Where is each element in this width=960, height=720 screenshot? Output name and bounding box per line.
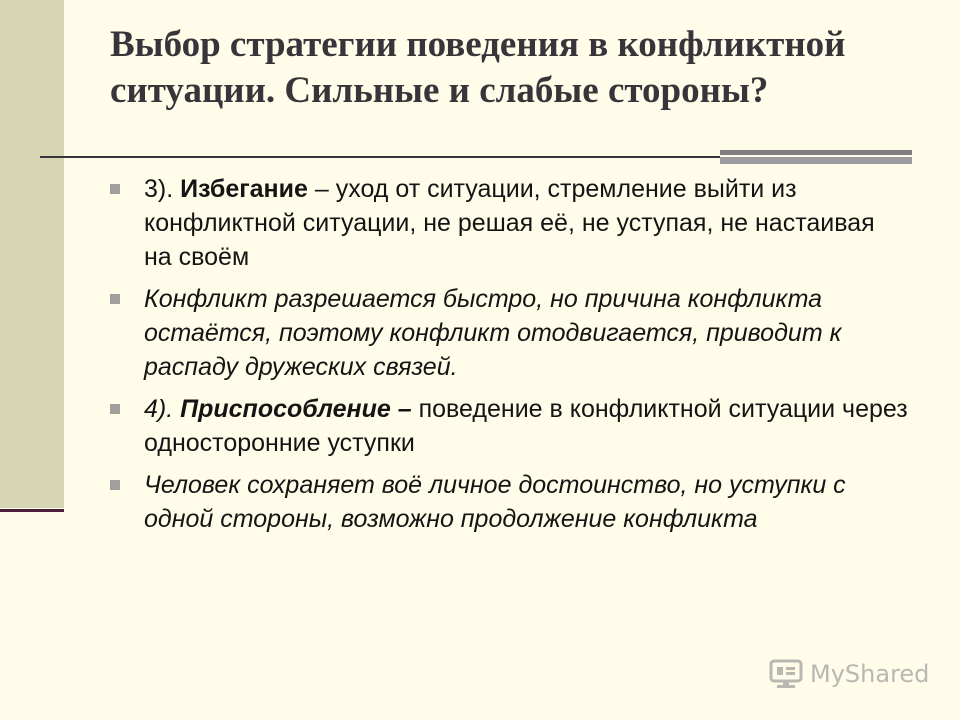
bullet-avoidance [108, 172, 908, 274]
left-decorative-bar [0, 0, 64, 508]
bullet-term: Приспособление – [180, 395, 412, 423]
myshared-watermark [768, 658, 929, 690]
bullet-list [108, 172, 908, 544]
left-bar-underline [0, 509, 64, 512]
bullet-text: Человек сохраняет воё личное достоинство, но уступки с одной стороны, возможно продолжение конфликта [144, 471, 846, 533]
slide-title: Выбор стратегии поведения в конфликтной ситуации. Сильные и слабые стороны? [110, 24, 846, 111]
watermark-text: MyShared [810, 660, 930, 688]
bullet-text: поведение в конфликтной ситуации через односторонние уступки [144, 395, 908, 457]
title-accent-bars [720, 150, 912, 164]
bullet-prefix: 3). [144, 175, 181, 203]
bullet-text: Конфликт разрешается быстро, но причина конфликта остаётся, поэтому конфликт отодвигается, приводит к распаду дружеских связей. [144, 285, 842, 381]
bullet-term: Избегание [180, 175, 308, 203]
title-rule [40, 156, 720, 158]
bullet-text: – уход от ситуации, стремление выйти из конфликтной ситуации, не решая её, не уступая, не настаивая на своём [144, 175, 875, 271]
bullet-avoidance-consequence [108, 282, 908, 384]
bullet-accommodation-consequence [108, 468, 908, 536]
square-bullet-icon [110, 480, 120, 490]
square-bullet-icon [110, 294, 120, 304]
myshared-logo-icon [768, 658, 804, 690]
square-bullet-icon [110, 184, 120, 194]
bullet-accommodation [108, 392, 908, 460]
bullet-prefix: 4). [144, 395, 181, 423]
square-bullet-icon [110, 404, 120, 414]
